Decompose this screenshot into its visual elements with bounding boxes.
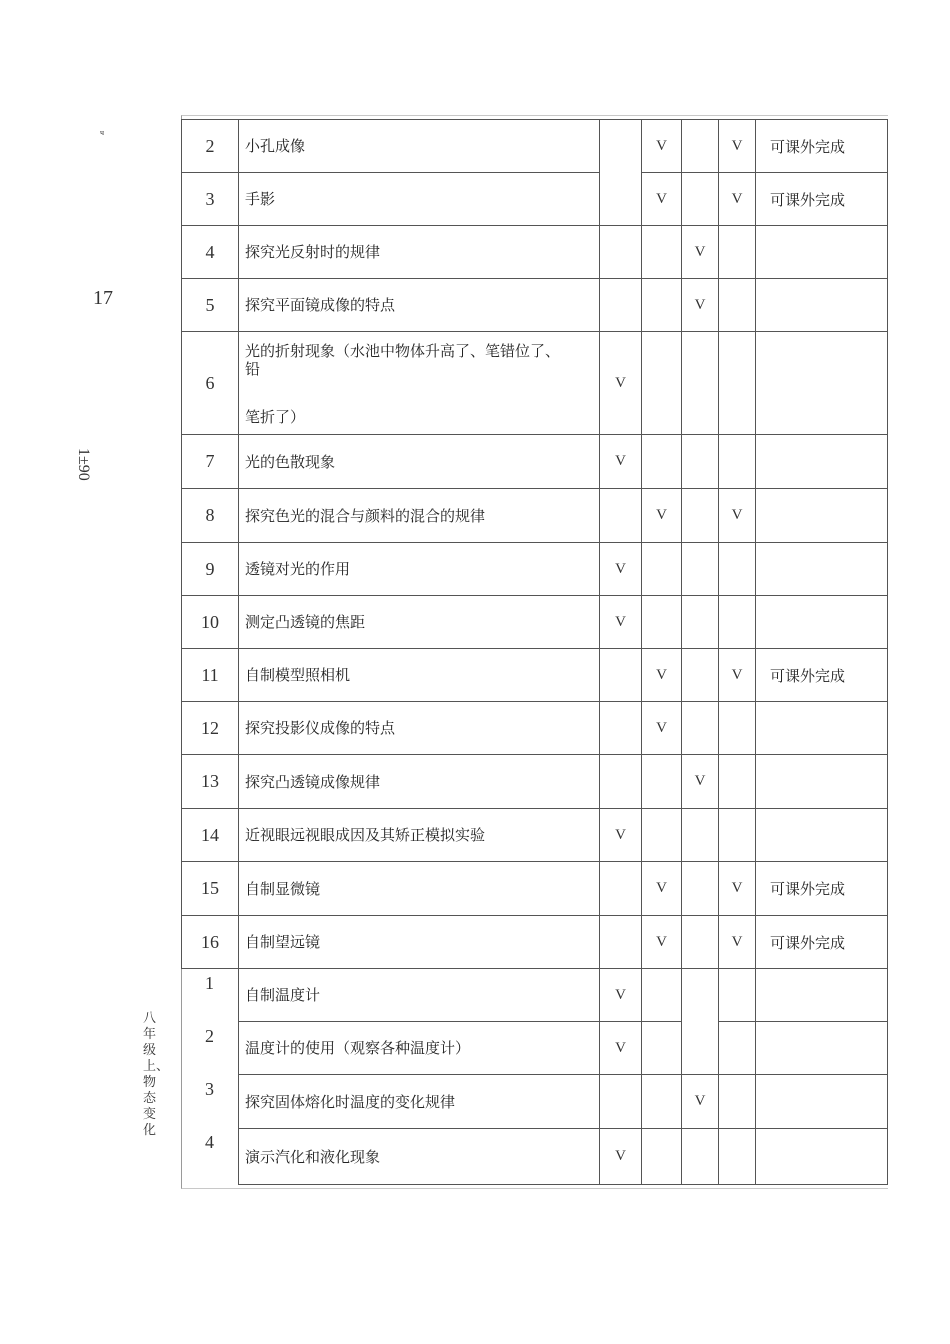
check-cell — [681, 119, 719, 173]
experiment-name: 自制模型照相机 — [238, 648, 600, 702]
check-cell: V — [681, 754, 719, 809]
rotated-note: 1±90 — [75, 448, 92, 481]
check-cell: V — [641, 648, 682, 702]
experiment-name: 探究投影仪成像的特点 — [238, 701, 600, 755]
row-number: 11 — [181, 648, 239, 702]
row-number: 9 — [181, 542, 239, 596]
row-number: 15 — [181, 861, 239, 916]
check-cell: V — [681, 1074, 719, 1129]
check-cell — [641, 542, 682, 596]
row-number: 6 — [181, 331, 239, 435]
chapter-number: 17 — [93, 287, 113, 309]
check-cell: V — [718, 172, 756, 226]
merged-cell — [681, 968, 719, 1075]
check-cell: V — [599, 1021, 642, 1075]
check-cell: V — [641, 915, 682, 969]
check-cell — [599, 861, 642, 916]
check-cell — [681, 701, 719, 755]
check-cell — [718, 542, 756, 596]
check-cell: V — [641, 488, 682, 543]
row-number: 13 — [181, 754, 239, 809]
remark-cell — [755, 595, 888, 649]
check-cell — [681, 434, 719, 489]
check-cell — [718, 1074, 756, 1129]
row-number: 2 — [205, 1026, 214, 1046]
experiment-name: 探究光反射时的规律 — [238, 225, 600, 279]
check-cell: V — [681, 225, 719, 279]
experiment-name: 探究平面镜成像的特点 — [238, 278, 600, 332]
check-cell — [681, 488, 719, 543]
check-cell — [599, 1074, 642, 1129]
experiment-name: 光的色散现象 — [238, 434, 600, 489]
experiment-name-line: 光的折射现象（水池中物体升高了、笔错位了、 — [245, 342, 561, 360]
check-cell — [681, 861, 719, 916]
check-cell — [681, 915, 719, 969]
check-cell: V — [641, 861, 682, 916]
remark-cell — [755, 1074, 888, 1129]
check-cell — [718, 331, 756, 435]
remark-cell — [755, 488, 888, 543]
check-cell: V — [599, 542, 642, 596]
experiment-name: 自制显微镜 — [238, 861, 600, 916]
row-number: 4 — [205, 1132, 214, 1152]
check-cell: V — [599, 1128, 642, 1185]
remark-cell: 可课外完成 — [755, 861, 888, 916]
check-cell — [641, 808, 682, 862]
experiment-name: 自制望远镜 — [238, 915, 600, 969]
check-cell — [681, 542, 719, 596]
check-cell — [599, 754, 642, 809]
remark-cell — [755, 542, 888, 596]
row-number: 8 — [181, 488, 239, 543]
remark-cell — [755, 1128, 888, 1185]
check-cell — [641, 968, 682, 1022]
check-cell — [641, 225, 682, 279]
row-number: 5 — [181, 278, 239, 332]
remark-cell: 可课外完成 — [755, 648, 888, 702]
experiment-name: 近视眼远视眼成因及其矫正模拟实验 — [238, 808, 600, 862]
check-cell — [641, 278, 682, 332]
check-cell: V — [599, 331, 642, 435]
check-cell: V — [599, 968, 642, 1022]
remark-cell — [755, 434, 888, 489]
check-cell — [681, 808, 719, 862]
check-cell — [718, 278, 756, 332]
remark-cell — [755, 331, 888, 435]
check-cell: V — [681, 278, 719, 332]
check-cell — [718, 1021, 756, 1075]
remark-cell — [755, 754, 888, 809]
check-cell — [599, 648, 642, 702]
remark-cell — [755, 1021, 888, 1075]
remark-cell: 可课外完成 — [755, 172, 888, 226]
check-cell — [599, 488, 642, 543]
check-cell: V — [718, 915, 756, 969]
remark-cell — [755, 701, 888, 755]
check-cell — [599, 225, 642, 279]
check-cell: V — [718, 861, 756, 916]
check-cell — [641, 595, 682, 649]
remark-cell — [755, 808, 888, 862]
check-cell — [681, 331, 719, 435]
experiment-name: 探究凸透镜成像规律 — [238, 754, 600, 809]
row-number: 16 — [181, 915, 239, 969]
experiment-name: 手影 — [238, 172, 600, 226]
check-cell — [599, 701, 642, 755]
check-cell — [681, 648, 719, 702]
check-cell — [599, 278, 642, 332]
remark-cell: 可课外完成 — [755, 915, 888, 969]
check-cell: V — [641, 172, 682, 226]
check-cell — [718, 808, 756, 862]
check-cell: V — [641, 701, 682, 755]
check-cell — [681, 1128, 719, 1185]
check-cell: V — [718, 119, 756, 173]
row-number: 7 — [181, 434, 239, 489]
merged-cell — [599, 119, 642, 226]
check-cell — [718, 701, 756, 755]
row-number: 3 — [205, 1079, 214, 1099]
check-cell: V — [641, 119, 682, 173]
row-number: 14 — [181, 808, 239, 862]
row-number: 2 — [181, 119, 239, 173]
section-label: 八年级上、物态变化 — [143, 1010, 170, 1137]
row-number: 10 — [181, 595, 239, 649]
row-number: 12 — [181, 701, 239, 755]
check-cell — [718, 595, 756, 649]
check-cell — [718, 754, 756, 809]
check-cell — [599, 915, 642, 969]
experiment-name: 演示汽化和液化现象 — [238, 1128, 600, 1185]
remark-cell — [755, 225, 888, 279]
experiment-name-line: 铅 — [245, 360, 261, 378]
check-cell: V — [599, 434, 642, 489]
check-cell — [641, 1021, 682, 1075]
check-cell — [641, 754, 682, 809]
margin-mark: ч — [100, 128, 105, 137]
row-number: 1 — [205, 973, 214, 993]
experiment-name: 小孔成像 — [238, 119, 600, 173]
check-cell — [641, 434, 682, 489]
check-cell: V — [599, 595, 642, 649]
remark-cell — [755, 968, 888, 1022]
check-cell — [681, 172, 719, 226]
check-cell: V — [718, 648, 756, 702]
check-cell — [718, 1128, 756, 1185]
experiment-name: 探究固体熔化时温度的变化规律 — [238, 1074, 600, 1129]
check-cell — [718, 968, 756, 1022]
check-cell — [681, 595, 719, 649]
experiment-name: 测定凸透镜的焦距 — [238, 595, 600, 649]
check-cell: V — [718, 488, 756, 543]
experiment-name: 透镜对光的作用 — [238, 542, 600, 596]
check-cell — [718, 434, 756, 489]
row-number: 4 — [181, 225, 239, 279]
experiment-name-line: 笔折了） — [245, 408, 306, 426]
experiment-name — [238, 331, 600, 435]
experiment-name: 探究色光的混合与颜料的混合的规律 — [238, 488, 600, 543]
row-number: 3 — [181, 172, 239, 226]
experiment-name: 温度计的使用（观察各种温度计） — [238, 1021, 600, 1075]
check-cell — [641, 1074, 682, 1129]
check-cell — [718, 225, 756, 279]
check-cell: V — [599, 808, 642, 862]
remark-cell — [755, 278, 888, 332]
remark-cell: 可课外完成 — [755, 119, 888, 173]
check-cell — [641, 331, 682, 435]
check-cell — [641, 1128, 682, 1185]
experiment-name: 自制温度计 — [238, 968, 600, 1022]
